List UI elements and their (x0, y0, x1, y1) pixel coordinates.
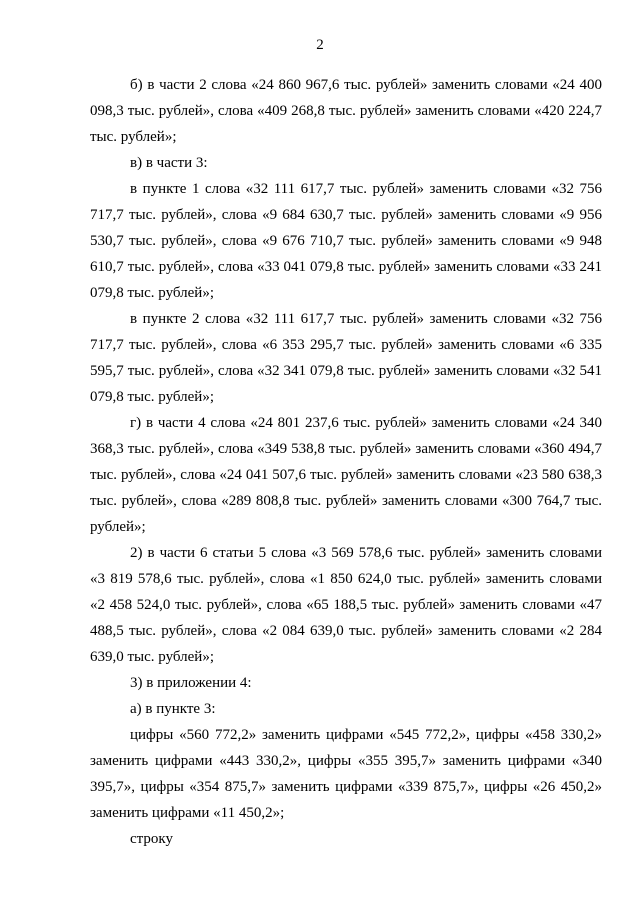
paragraph-b-part-2: б) в части 2 слова «24 860 967,6 тыс. рублей» заменить словами «24 400 098,3 тыс. рублей», слова «409 268,8 тыс. рублей» заменить словами «420 224,7 тыс. рублей»; (90, 77, 602, 145)
paragraph-point-2: в пункте 2 слова «32 111 617,7 тыс. рублей» заменить словами «32 756 717,7 тыс. рублей», слова «6 353 295,7 тыс. рублей» заменить словами «6 335 595,7 тыс. рублей», слова «32 341 079,8 тыс. рублей» заменить словами «32 541 079,8 тыс. рублей»; (90, 311, 602, 405)
paragraph-3-appendix-4: 3) в приложении 4: (130, 675, 252, 691)
paragraph-digits-replacement: цифры «560 772,2» заменить цифрами «545 772,2», цифры «458 330,2» заменить цифрами «443 330,2», цифры «355 395,7» заменить цифрами «340 395,7», цифры «354 875,7» заменить цифрами «339 875,7», цифры «26 450,2» заменить цифрами «11 450,2»; (90, 727, 602, 821)
document-body (90, 72, 602, 852)
paragraph-line: строку (130, 831, 173, 847)
paragraph-point-1: в пункте 1 слова «32 111 617,7 тыс. рублей» заменить словами «32 756 717,7 тыс. рублей», слова «9 684 630,7 тыс. рублей» заменить словами «9 956 530,7 тыс. рублей», слова «9 676 710,7 тыс. рублей» заменить словами «9 948 610,7 тыс. рублей», слова «33 041 079,8 тыс. рублей» заменить словами «33 241 079,8 тыс. рублей»; (90, 181, 602, 301)
paragraph-a-point-3: а) в пункте 3: (130, 701, 216, 717)
paragraph-g-part-4: г) в части 4 слова «24 801 237,6 тыс. рублей» заменить словами «24 340 368,3 тыс. рублей», слова «349 538,8 тыс. рублей» заменить словами «360 494,7 тыс. рублей», слова «24 041 507,6 тыс. рублей» заменить словами «23 580 638,3 тыс. рублей», слова «289 808,8 тыс. рублей» заменить словами «300 764,7 тыс. рублей»; (90, 415, 602, 535)
paragraph-v-part-3-heading: в) в части 3: (130, 155, 208, 171)
paragraph-2-article-5: 2) в части 6 статьи 5 слова «3 569 578,6 тыс. рублей» заменить словами «3 819 578,6 тыс. рублей», слова «1 850 624,0 тыс. рублей» заменить словами «2 458 524,0 тыс. рублей», слова «65 188,5 тыс. рублей» заменить словами «47 488,5 тыс. рублей», слова «2 084 639,0 тыс. рублей» заменить словами «2 284 639,0 тыс. рублей»; (90, 545, 602, 665)
page-number: 2 (316, 37, 324, 53)
